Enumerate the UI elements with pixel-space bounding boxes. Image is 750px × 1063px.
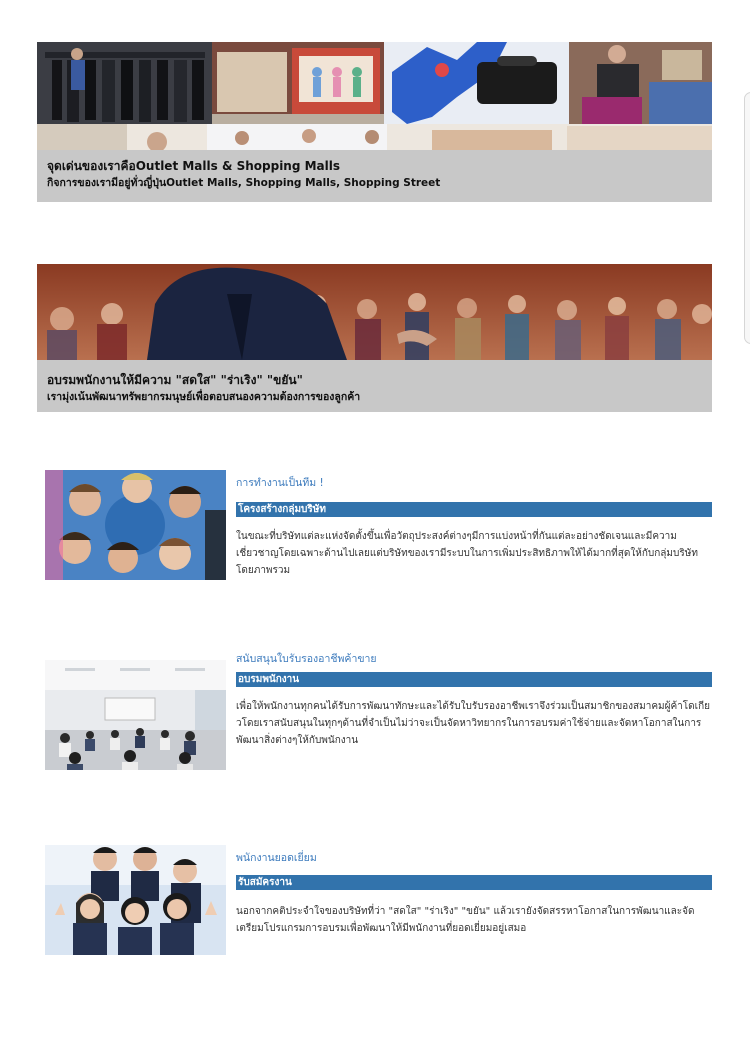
banner-subtitle: กิจการของเรามีอยู่ทั่วญี่ปุ่นOutlet Malls, Shopping Malls, Shopping Street	[47, 177, 441, 189]
section-kicker: สนับสนุนใบรับรองอาชีพค้าขาย	[236, 653, 377, 665]
banner-title: อบรมพนักงานให้มีความ "สดใส" "ร่าเริง" "ขยัน"	[47, 373, 303, 387]
section-teamwork	[45, 470, 712, 590]
shopping-collage-image	[37, 42, 712, 150]
section-certification	[45, 650, 712, 770]
section-body-text: ในขณะที่บริษัทแต่ละแห่งจัดตั้งขึ้นเพื่อวัตถุประสงค์ต่างๆมีการแบ่งหน้าที่กันแต่ละอย่างชัดเจนและมีความเชี่ยวชาญโดยเฉพาะด้านไปเลยแต่บริษัทของเรามีระบบในการเพิ่มประสิทธิภาพให้ได้มากที่สุดให้กับกลุ่มบริษัทโดยภาพรวม	[236, 531, 698, 576]
banner-title: จุดเด่นของเราคือOutlet Malls & Shopping Malls	[47, 159, 341, 173]
training-room-image	[45, 660, 226, 770]
section-excellent-staff	[45, 845, 712, 965]
seminar-audience-image	[37, 264, 712, 360]
section-kicker: พนักงานยอดเยี่ยม	[236, 852, 317, 864]
section-bar-heading: รับสมัครงาน	[236, 875, 712, 890]
staff-photo-image	[45, 845, 226, 955]
banner-subtitle: เรามุ่งเน้นพัฒนาทรัพยากรมนุษย์เพื่อตอบสนองความต้องการของลูกค้า	[47, 391, 361, 403]
banner-caption	[37, 150, 712, 202]
section-body-text: นอกจากคติประจำใจของบริษัทที่ว่า "สดใส" "ร่าเริง" "ขยัน" แล้วเรายังจัดสรรหาโอกาสในการพัฒนาและจัดเตรียมโปรแกรมการอบรมเพื่อพัฒนาให้มีพนักงานที่ยอดเยี่ยมอยู่เสมอ	[236, 906, 695, 934]
section-bar-heading: โครงสร้างกลุ่มบริษัท	[236, 502, 712, 517]
team-photo-image	[45, 470, 226, 580]
scrollbar-thumb[interactable]	[744, 92, 750, 344]
section-body-text: เพื่อให้พนักงานทุกคนได้รับการพัฒนาทักษะและได้รับใบรับรองอาชีพเราจึงร่วมเป็นสมาชิกของสมาคมผู้ค้าโดเกียวโดยเราสนับสนุนในทุกๆด้านที่จำเป็นไม่ว่าจะเป็นจัดหาวิทยากรในการอบรมค่าใช้จ่ายและจัดหาโอกาสในการพัฒนาสิ่งต่างๆให้กับพนักงาน	[236, 701, 710, 746]
banner-caption	[37, 360, 712, 412]
section-kicker: การทำงานเป็นทีม !	[236, 477, 324, 489]
section-bar-heading: อบรมพนักงาน	[236, 672, 712, 687]
